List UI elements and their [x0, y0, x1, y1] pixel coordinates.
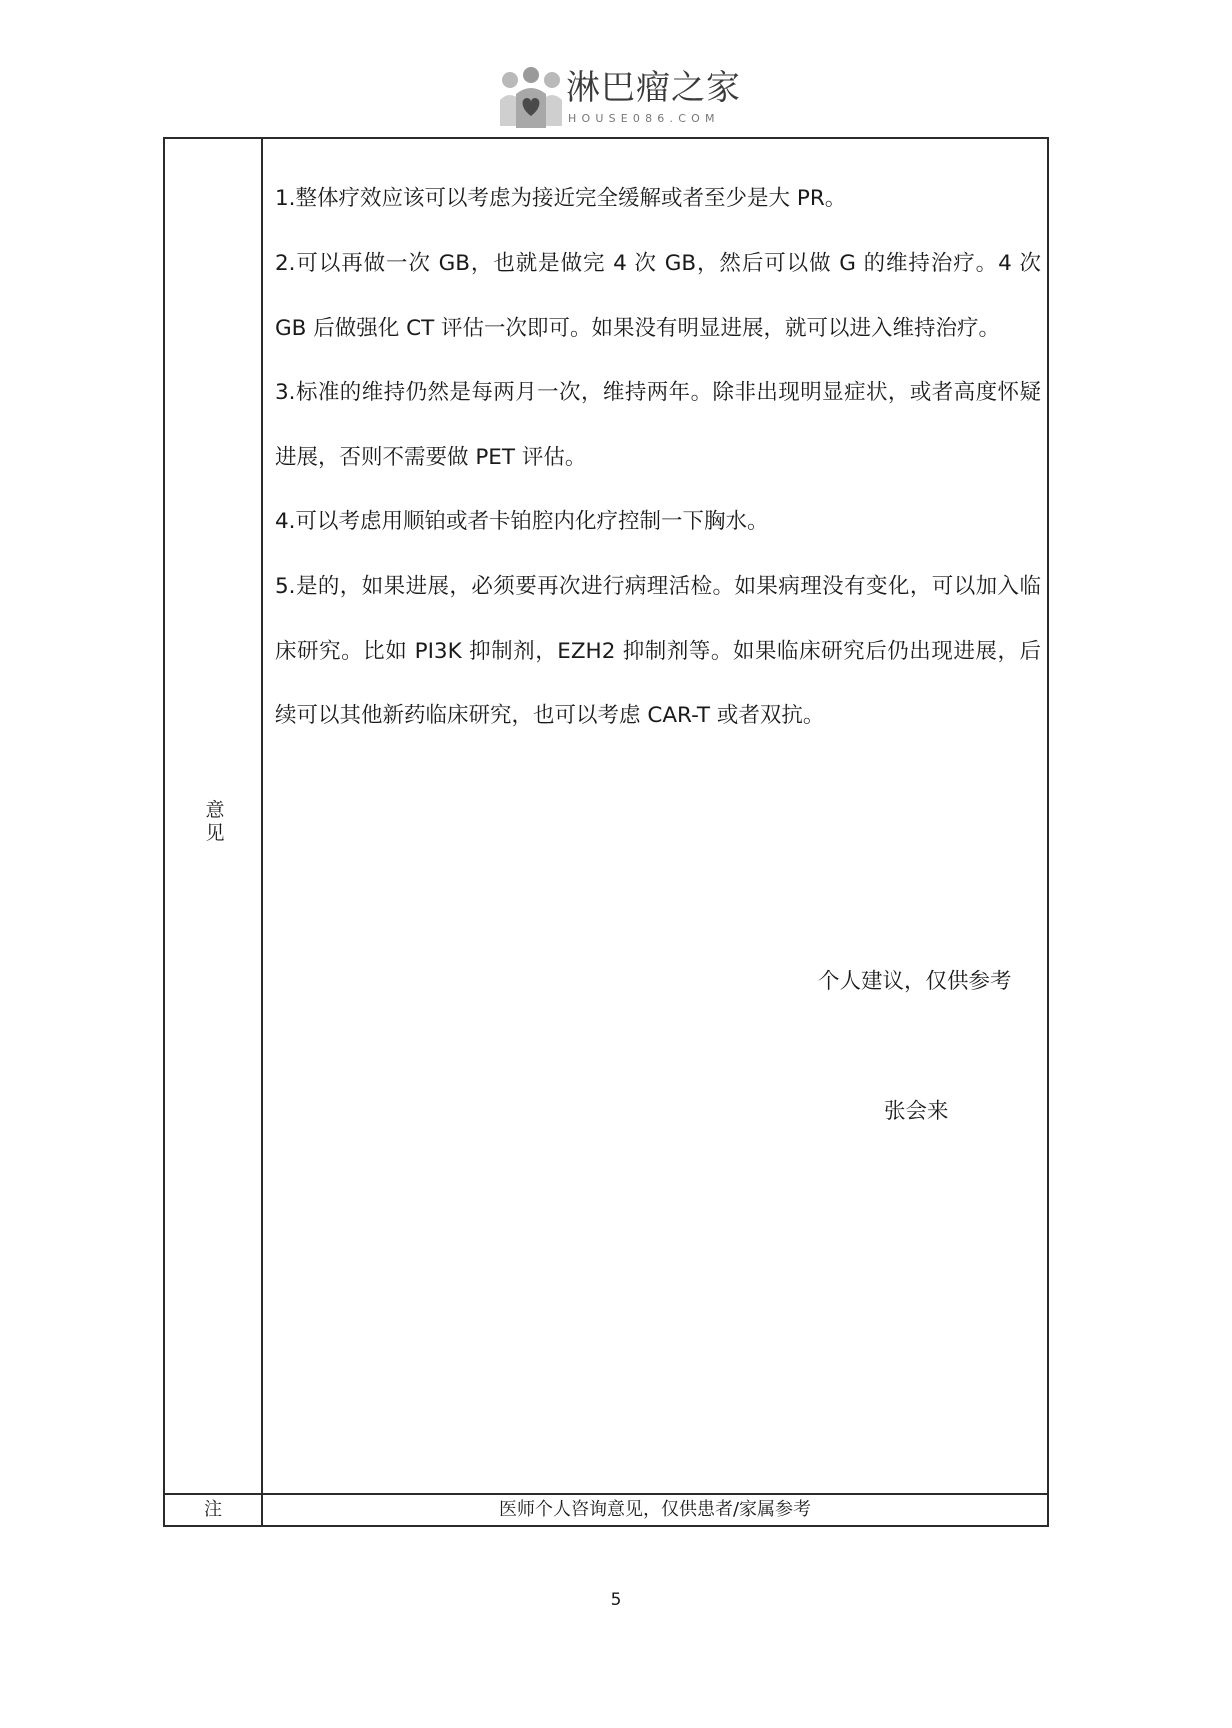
- note-row: [165, 1493, 1047, 1525]
- opinion-content: [263, 139, 1047, 1493]
- logo-subtitle: HOUSE086.COM: [568, 112, 720, 125]
- opinion-paragraph: 3.标准的维持仍然是每两月一次，维持两年。除非出现明显症状，或者高度怀疑进展，否则不需要做 PET 评估。: [275, 380, 1041, 470]
- site-logo: [496, 66, 741, 130]
- advice-note: 个人建议，仅供参考: [818, 969, 1012, 994]
- logo-title: 淋巴瘤之家: [566, 68, 741, 108]
- note-text: 医师个人咨询意见，仅供患者/家属参考: [498, 1499, 812, 1520]
- page-number: 5: [610, 1590, 622, 1610]
- note-label: 注: [165, 1495, 263, 1525]
- doctor-signature: 张会来: [884, 1099, 949, 1124]
- opinion-paragraph: 1.整体疗效应该可以考虑为接近完全缓解或者至少是大 PR。: [275, 186, 847, 211]
- opinion-table: [163, 137, 1049, 1527]
- opinion-paragraph: 4.可以考虑用顺铂或者卡铂腔内化疗控制一下胸水。: [275, 509, 769, 534]
- label-column: [165, 139, 263, 1493]
- opinion-paragraph: 5.是的，如果进展，必须要再次进行病理活检。如果病理没有变化，可以加入临床研究。比如 PI3K 抑制剂，EZH2 抑制剂等。如果临床研究后仍出现进展，后续可以其他新药临床研究，也可以考虑 CAR-T 或者双抗。: [275, 574, 1041, 728]
- opinion-paragraph: 2.可以再做一次 GB，也就是做完 4 次 GB，然后可以做 G 的维持治疗。4 次 GB 后做强化 CT 评估一次即可。如果没有明显进展，就可以进入维持治疗。: [275, 251, 1041, 341]
- opinion-label: 意见: [205, 799, 225, 844]
- people-heart-icon: [496, 66, 566, 130]
